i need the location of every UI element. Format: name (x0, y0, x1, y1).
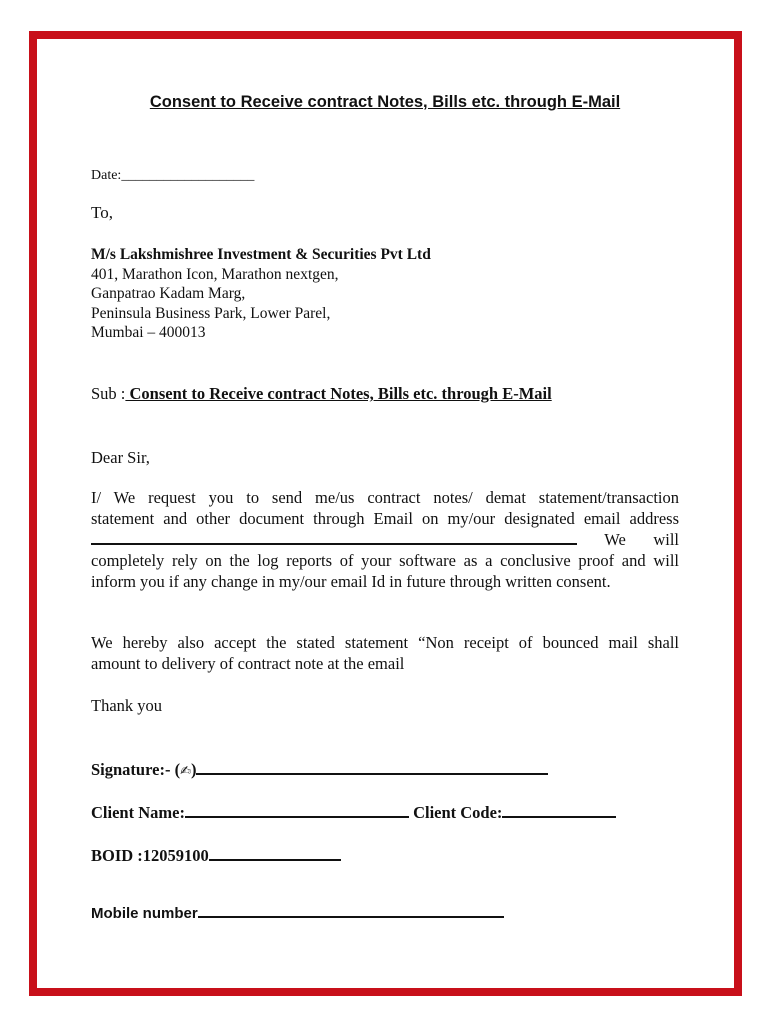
boid-label: BOID :12059100 (91, 846, 209, 865)
client-code-blank[interactable] (502, 802, 616, 818)
paragraph-line: amount to delivery of contract note at the email (91, 654, 405, 673)
thank-you: Thank you (91, 696, 163, 715)
client-name-blank[interactable] (185, 802, 409, 818)
address-line: Mumbai – 400013 (91, 324, 206, 341)
date-field: Date:___________________ (91, 168, 255, 183)
address-line: 401, Marathon Icon, Marathon nextgen, (91, 265, 339, 283)
email-blank[interactable] (91, 530, 577, 545)
mobile-label: Mobile number (91, 905, 198, 922)
recipient-address (91, 245, 431, 343)
document-title: Consent to Receive contract Notes, Bills etc. through E-Mail (149, 93, 621, 111)
boid-blank[interactable] (209, 845, 341, 861)
signature-close: ) (190, 760, 197, 779)
client-code-label: Client Code: (408, 803, 503, 822)
address-line: Ganpatrao Kadam Marg, (91, 285, 246, 302)
boid-field (91, 845, 341, 866)
paragraph-line: inform you if any change in my/our email Id in future through written consent. (91, 572, 611, 591)
acceptance-paragraph (91, 632, 679, 674)
recipient-name: M/s Lakshmishree Investment & Securities Pvt Ltd (91, 246, 431, 263)
writing-hand-icon: ✍ (180, 764, 191, 779)
address-line: Peninsula Business Park, Lower Parel, (91, 304, 331, 322)
salutation-to: To, (91, 203, 113, 222)
subject-line (91, 384, 552, 404)
paragraph-line: statement and other document through Email on my/our designated email address (91, 509, 679, 528)
consent-paragraph (91, 487, 679, 592)
greeting: Dear Sir, (91, 448, 150, 467)
client-name-field (91, 802, 616, 823)
signature-field (91, 759, 548, 780)
paragraph-line: We hereby also accept the stated statement “Non receipt of bounced mail shall (91, 633, 679, 652)
email-address-line (91, 529, 679, 550)
subject-text: Consent to Receive contract Notes, Bills etc. through E-Mail (125, 384, 552, 403)
mobile-number-field (91, 902, 504, 922)
mobile-blank[interactable] (198, 902, 504, 918)
client-name-label: Client Name: (91, 803, 185, 822)
paragraph-line-fragment: We will (604, 530, 680, 549)
signature-blank[interactable] (196, 759, 548, 775)
subject-prefix: Sub : (91, 384, 126, 403)
paragraph-line: completely rely on the log reports of your software as a conclusive proof and will (91, 551, 679, 570)
signature-label: Signature:- ( (91, 760, 181, 779)
paragraph-line: I/ We request you to send me/us contract notes/ demat statement/transaction (91, 488, 679, 507)
